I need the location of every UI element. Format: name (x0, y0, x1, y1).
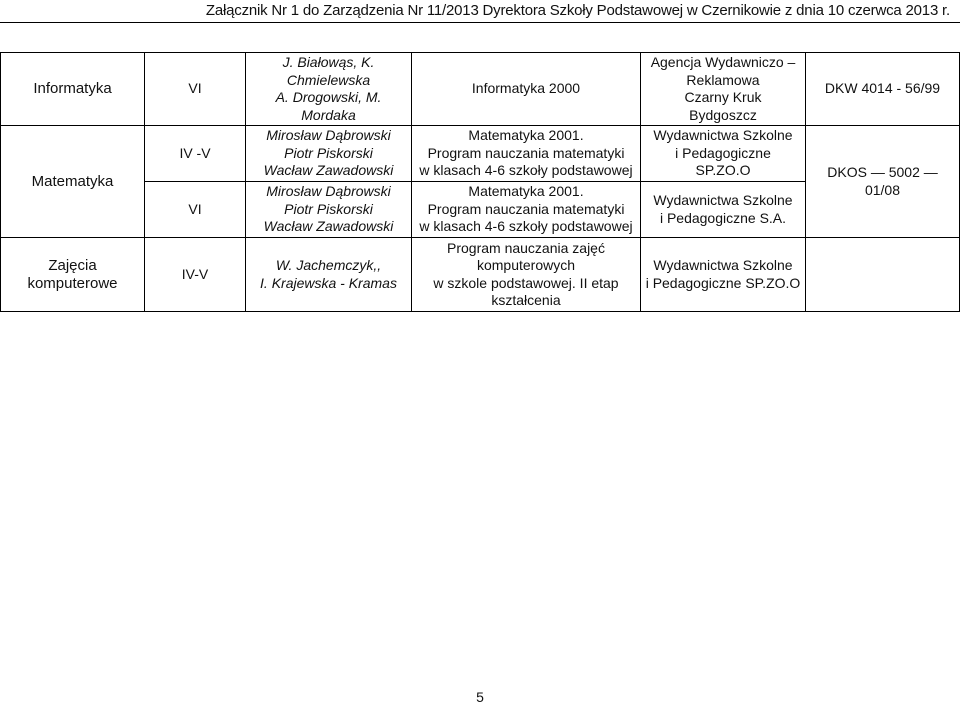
program-line: Program nauczania zajęć (447, 239, 605, 256)
author-line: Mordaka (301, 106, 356, 123)
publisher-line: SP.ZO.O (695, 162, 751, 179)
publisher-line: Wydawnictwa Szkolne (653, 127, 793, 144)
subject-cell: Matematyka (1, 126, 145, 238)
author-line: Wacław Zawadowski (263, 218, 394, 235)
class-cell: VI (145, 53, 246, 126)
table-row (1, 126, 960, 182)
authors-cell (246, 126, 412, 182)
class-cell: VI (145, 182, 246, 238)
program-line: komputerowych (476, 257, 576, 273)
author-line: Mirosław Dąbrowski (266, 183, 391, 200)
author-line: Piotr Piskorski (284, 144, 373, 161)
publisher-line: Agencja Wydawniczo – (650, 54, 796, 70)
subject-line: komputerowe (27, 274, 118, 292)
approval-number-cell (806, 238, 960, 312)
publisher-cell (641, 238, 806, 312)
subject-cell: Informatyka (1, 53, 145, 126)
program-line: kształcenia (491, 292, 561, 308)
publisher-line: i Pedagogiczne S.A. (659, 209, 787, 226)
publisher-cell (641, 126, 806, 182)
program-line: Matematyka 2001. (468, 127, 584, 144)
publisher-line: i Pedagogiczne (675, 144, 771, 161)
authors-cell (246, 238, 412, 312)
document-header: Załącznik Nr 1 do Zarządzenia Nr 11/2013 Dyrektora Szkoły Podstawowej w Czernikowie z dnia 10 czerwca 2013 r. (205, 2, 950, 19)
header-rule (0, 22, 960, 23)
approval-number-cell: DKW 4014 - 56/99 (806, 53, 960, 126)
author-line: W. Jachemczyk,, (275, 257, 382, 273)
program-cell (412, 53, 641, 126)
publisher-line: Wydawnictwa Szkolne (653, 257, 793, 273)
program-cell (412, 238, 641, 312)
table-row (1, 238, 960, 312)
approval-number-cell: DKOS — 5002 — 01/08 (806, 126, 960, 238)
class-cell: IV-V (145, 238, 246, 312)
author-line: Chmielewska (286, 71, 371, 88)
publisher-line: Wydawnictwa Szkolne (653, 192, 793, 208)
publisher-line: i Pedagogiczne SP.ZO.O (645, 274, 801, 291)
publisher-line: Bydgoszcz (689, 106, 757, 123)
subject-cell (1, 238, 145, 312)
class-cell: IV -V (145, 126, 246, 182)
author-line: J. Białowąs, K. (282, 54, 375, 70)
program-line: Program nauczania matematyki (427, 200, 625, 217)
program-cell (412, 182, 641, 238)
program-line: w klasach 4-6 szkoły podstawowej (419, 218, 633, 235)
program-line: Program nauczania matematyki (427, 144, 625, 161)
authors-cell (246, 53, 412, 126)
author-line: Piotr Piskorski (284, 200, 373, 217)
program-line: Informatyka 2000 (471, 80, 581, 97)
subject-line: Zajęcia (48, 257, 97, 274)
table-row (1, 53, 960, 126)
author-line: I. Krajewska - Kramas (260, 274, 397, 291)
publisher-cell (641, 182, 806, 238)
author-line: Mirosław Dąbrowski (266, 127, 391, 144)
publisher-line: Reklamowa (686, 71, 760, 88)
program-cell (412, 126, 641, 182)
program-line: Matematyka 2001. (468, 183, 584, 200)
publisher-line: Czarny Kruk (684, 89, 762, 105)
page-number: 5 (476, 689, 484, 705)
textbook-table (0, 52, 960, 312)
authors-cell (246, 182, 412, 238)
program-line: w szkole podstawowej. II etap (433, 274, 619, 291)
author-line: Wacław Zawadowski (263, 162, 394, 179)
program-line: w klasach 4-6 szkoły podstawowej (419, 162, 633, 179)
publisher-cell (641, 53, 806, 126)
author-line: A. Drogowski, M. (275, 89, 382, 105)
